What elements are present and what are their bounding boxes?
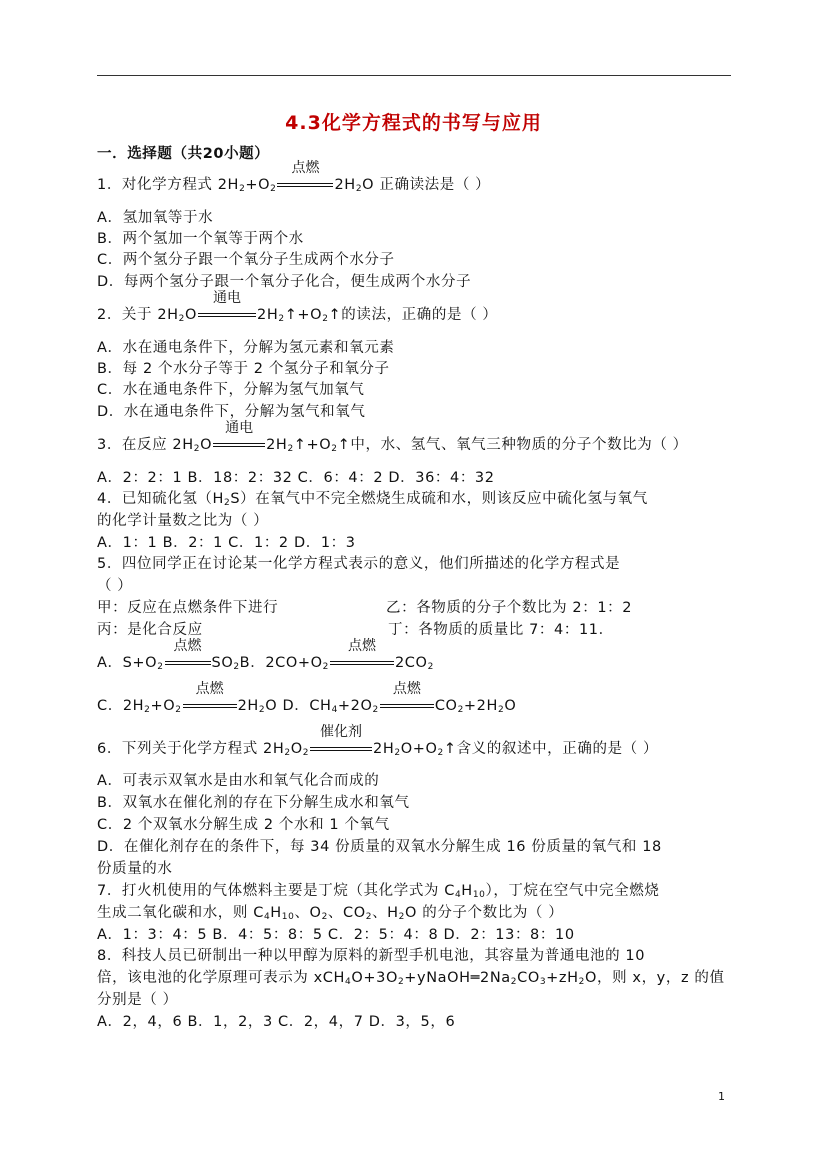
reaction-condition: 通电 [213, 436, 265, 454]
reaction-condition: 点燃 [277, 176, 333, 194]
q5-statement-bing: 丙：是化合反应 [97, 622, 203, 638]
q4-options: A．1：1 B．2：1 C．1：2 D．1：3 [97, 535, 356, 551]
section-heading: 一．选择题（共20小题） [97, 146, 270, 162]
q8-options: A．2，4，6 B．1，2，3 C．2，4，7 D．3，5，6 [97, 1014, 456, 1030]
q6-option-c: C．2 个双氧水分解生成 2 个水和 1 个氧气 [97, 817, 390, 833]
q2-option-c: C．水在通电条件下，分解为氢气加氧气 [97, 382, 365, 398]
reaction-condition: 点燃 [165, 654, 211, 672]
question-8-cont: 倍，该电池的化学原理可表示为 $xCH_4O+3O_2+yNaOH═2Na_2CO_3+zH_2O$，则 x，y，z 的值 [97, 970, 725, 987]
reaction-condition: 点燃 [330, 654, 394, 672]
reaction-condition: 点燃 [183, 697, 237, 715]
q1-option-a: A．氢加氧等于水 [97, 210, 214, 226]
question-8: 8．科技人员已研制出一种以甲醇为原料的新型手机电池，其容量为普通电池的 10 [97, 948, 646, 964]
q1-option-b: B．两个氢加一个氧等于两个水 [97, 231, 304, 247]
reaction-condition: 点燃 [380, 697, 434, 715]
q6-option-d-cont: 份质量的水 [97, 861, 173, 877]
question-5-cont: （ ） [97, 578, 133, 594]
question-7-cont: 生成二氧化碳和水，则 $C_4H_{10}$、$O_2$、$CO_2$、$H_2O$ 的分子个数比为（ ） [97, 905, 564, 922]
q7-options: A．1：3：4：5 B．4：5：8：5 C．2：5：4：8 D．2：13：8：10 [97, 927, 575, 943]
header-rule [97, 75, 731, 76]
reaction-condition: 催化剂 [310, 740, 372, 758]
q5-options-ab: A．$S+O_2$ 点燃 $SO_2B$．$2CO+O_2$ 点燃 $2CO_2$ [97, 638, 434, 672]
question-3: 3．在反应 $2H_2O$ 通电 $2H_2↑+O_2↑$中，水、氢气、氧气三种物质的分子个数比为（ ） [97, 420, 688, 454]
q2-option-a: A．水在通电条件下，分解为氢元素和氧元素 [97, 340, 395, 356]
page-title: 4.3化学方程式的书写与应用 [285, 112, 542, 134]
question-7: 7．打火机使用的气体燃料主要是丁烷（其化学式为 $C_4H_{10}$），丁烷在空气中完全燃烧 [97, 883, 660, 900]
question-6: 6．下列关于化学方程式 $2H_2O_2$ 催化剂 $2H_2O+O_2↑$含义的叙述中，正确的是（ ） [97, 724, 659, 758]
q6-option-b: B．双氧水在催化剂的存在下分解生成水和氧气 [97, 795, 410, 811]
question-2: 2．关于 $2H_2O$ 通电 $2H_2↑+O_2↑$的读法，正确的是（ ） [97, 290, 498, 324]
q5-statement-ding: 丁：各物质的质量比 7：4：11． [388, 622, 614, 638]
question-5: 5．四位同学正在讨论某一化学方程式表示的意义，他们所描述的化学方程式是 [97, 556, 621, 572]
q6-option-a: A．可表示双氧水是由水和氧气化合而成的 [97, 773, 380, 789]
q5-statement-jia: 甲：反应在点燃条件下进行 [97, 600, 279, 616]
q5-statement-yi: 乙：各物质的分子个数比为 2：1：2 [386, 600, 633, 616]
question-4: 4．已知硫化氢$(H_2S)$在氧气中不完全燃烧生成硫和水，则该反应中硫化氢与氧气 [97, 491, 648, 508]
q3-options: A．2：2：1 B．18：2：32 C．6：4：2 D．36：4：32 [97, 470, 495, 486]
question-4-cont: 的化学计量数之比为（ ） [97, 513, 269, 529]
q1-option-d: D．每两个氢分子跟一个氧分子化合，便生成两个水分子 [97, 274, 472, 290]
reaction-condition: 通电 [198, 306, 256, 324]
question-1: 1．对化学方程式 $2H_2+O_2$ 点燃 $2H_2O$ 正确读法是（ ） [97, 160, 491, 194]
q2-option-d: D．水在通电条件下，分解为氢气和氧气 [97, 404, 366, 420]
question-8-cont2: 分别是（ ） [97, 992, 178, 1008]
q2-option-b: B．每 2 个水分子等于 2 个氢分子和氧分子 [97, 361, 390, 377]
q1-option-c: C．两个氢分子跟一个氧分子生成两个水分子 [97, 252, 395, 268]
page-number: 1 [718, 1090, 725, 1103]
q5-options-cd: C．$2H_2+O_2$ 点燃 $2H_2O$ D．$CH_4+2O_2$ 点燃 $CO_2+2H_2O$ [97, 681, 517, 715]
q6-option-d: D．在催化剂存在的条件下，每 34 份质量的双氧水分解生成 16 份质量的氧气和 18 [97, 839, 662, 855]
